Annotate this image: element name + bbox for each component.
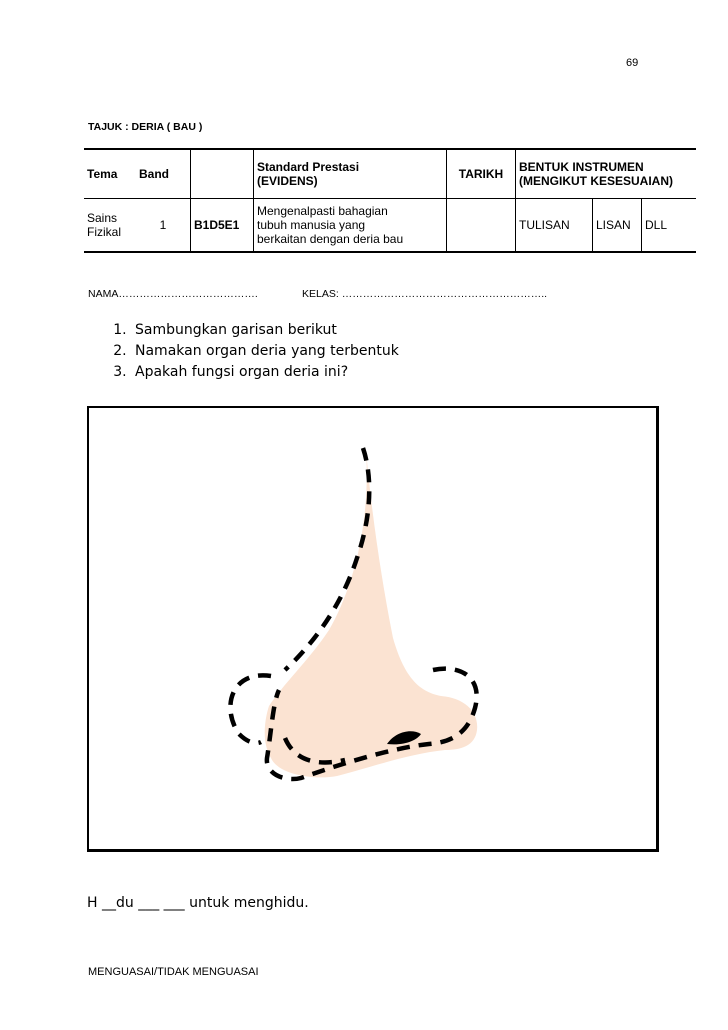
header-band: Band	[136, 149, 191, 199]
cell-evidens-line2: tubuh manusia yang	[257, 218, 366, 232]
page-number: 69	[626, 57, 639, 69]
cell-tema	[84, 199, 136, 253]
question-item: 2. Namakan organ deria yang terbentuk	[131, 341, 399, 362]
cell-evidens-line3: berkaitan dengan deria bau	[257, 232, 404, 246]
cell-tema-line1: Sains	[87, 211, 118, 225]
topic-title: TAJUK : DERIA ( BAU )	[88, 121, 203, 133]
cell-code: B1D5E1	[191, 199, 254, 253]
table-header-row	[84, 149, 696, 199]
header-instrumen-line1: BENTUK INSTRUMEN	[519, 160, 644, 174]
cell-tulisan: TULISAN	[516, 199, 593, 253]
header-standard-line1: Standard Prestasi	[257, 160, 360, 174]
table-row	[84, 199, 696, 253]
cell-evidens-line1: Mengenalpasti bahagian	[257, 204, 388, 218]
nose-icon[interactable]	[89, 408, 656, 849]
picture-box	[87, 406, 659, 852]
cell-tarikh	[447, 199, 516, 253]
cell-lisan: LISAN	[593, 199, 642, 253]
cell-dll: DLL	[642, 199, 697, 253]
header-tema: Tema	[84, 149, 136, 199]
header-standard-line2: (EVIDENS)	[257, 174, 318, 188]
question-item: 3. Apakah fungsi organ deria ini?	[131, 362, 399, 383]
class-field[interactable]: KELAS: …………………………………………………..	[302, 288, 548, 300]
header-tarikh: TARIKH	[447, 149, 516, 199]
cell-tema-line2: Fizikal	[87, 225, 122, 239]
assessment-table	[84, 148, 696, 253]
question-list	[109, 320, 399, 383]
header-instrumen	[516, 149, 697, 199]
header-standard	[254, 149, 447, 199]
header-instrumen-line2: (MENGIKUT KESESUAIAN)	[519, 174, 674, 188]
name-field[interactable]: NAMA………………………………….	[88, 288, 258, 300]
cell-band: 1	[159, 218, 167, 232]
mastery-status[interactable]: MENGUASAI/TIDAK MENGUASAI	[88, 966, 259, 978]
cell-evidens	[254, 199, 447, 253]
answer-line[interactable]: H __du ___ ___ untuk menghidu.	[87, 895, 309, 911]
question-item: 1. Sambungkan garisan berikut	[131, 320, 399, 341]
header-code	[191, 149, 254, 199]
